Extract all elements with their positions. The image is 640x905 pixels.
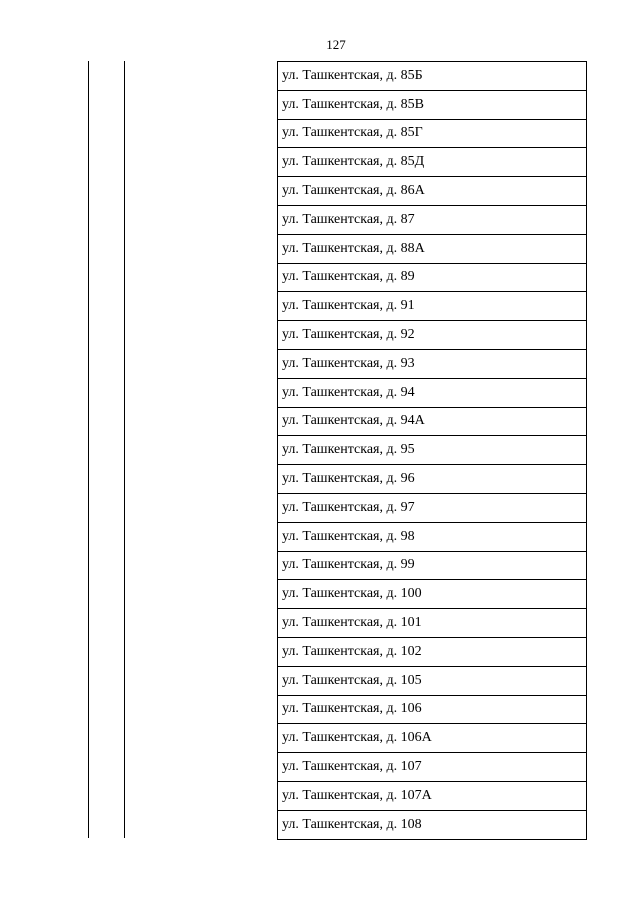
table-row: [278, 148, 587, 177]
table-row: [278, 781, 587, 810]
address-cell: ул. Ташкентская, д. 88А: [278, 234, 587, 263]
left-column-border: [88, 61, 89, 838]
table-row: [278, 695, 587, 724]
address-cell: ул. Ташкентская, д. 93: [278, 349, 587, 378]
table-row: [278, 522, 587, 551]
address-cell: ул. Ташкентская, д. 99: [278, 551, 587, 580]
table-row: [278, 292, 587, 321]
address-cell: ул. Ташкентская, д. 89: [278, 263, 587, 292]
address-cell: ул. Ташкентская, д. 85Б: [278, 62, 587, 91]
address-cell: ул. Ташкентская, д. 101: [278, 609, 587, 638]
table-row: [278, 493, 587, 522]
table-row: [278, 609, 587, 638]
table-row: [278, 637, 587, 666]
table-row: [278, 321, 587, 350]
table-row: [278, 234, 587, 263]
address-cell: ул. Ташкентская, д. 102: [278, 637, 587, 666]
address-cell: ул. Ташкентская, д. 96: [278, 465, 587, 494]
address-cell: ул. Ташкентская, д. 107: [278, 753, 587, 782]
second-column-border: [124, 61, 125, 838]
table-row: [278, 205, 587, 234]
table-row: [278, 349, 587, 378]
address-cell: ул. Ташкентская, д. 105: [278, 666, 587, 695]
address-cell: ул. Ташкентская, д. 87: [278, 205, 587, 234]
address-cell: ул. Ташкентская, д. 95: [278, 436, 587, 465]
address-cell: ул. Ташкентская, д. 98: [278, 522, 587, 551]
address-cell: ул. Ташкентская, д. 85В: [278, 90, 587, 119]
address-table: [277, 61, 587, 840]
address-table-body: [278, 62, 587, 840]
table-row: [278, 551, 587, 580]
table-row: [278, 580, 587, 609]
address-cell: ул. Ташкентская, д. 94: [278, 378, 587, 407]
table-row: [278, 407, 587, 436]
address-cell: ул. Ташкентская, д. 91: [278, 292, 587, 321]
table-row: [278, 724, 587, 753]
table-row: [278, 119, 587, 148]
address-cell: ул. Ташкентская, д. 106: [278, 695, 587, 724]
address-cell: ул. Ташкентская, д. 94А: [278, 407, 587, 436]
address-cell: ул. Ташкентская, д. 86А: [278, 177, 587, 206]
page-number: 127: [326, 37, 346, 52]
address-cell: ул. Ташкентская, д. 92: [278, 321, 587, 350]
address-cell: ул. Ташкентская, д. 85Г: [278, 119, 587, 148]
table-row: [278, 666, 587, 695]
address-cell: ул. Ташкентская, д. 108: [278, 810, 587, 839]
table-row: [278, 465, 587, 494]
table-row: [278, 436, 587, 465]
address-cell: ул. Ташкентская, д. 107А: [278, 781, 587, 810]
table-row: [278, 263, 587, 292]
address-cell: ул. Ташкентская, д. 106А: [278, 724, 587, 753]
address-cell: ул. Ташкентская, д. 100: [278, 580, 587, 609]
table-row: [278, 810, 587, 839]
table-row: [278, 90, 587, 119]
table-row: [278, 378, 587, 407]
table-row: [278, 753, 587, 782]
table-row: [278, 62, 587, 91]
table-row: [278, 177, 587, 206]
address-cell: ул. Ташкентская, д. 85Д: [278, 148, 587, 177]
address-cell: ул. Ташкентская, д. 97: [278, 493, 587, 522]
